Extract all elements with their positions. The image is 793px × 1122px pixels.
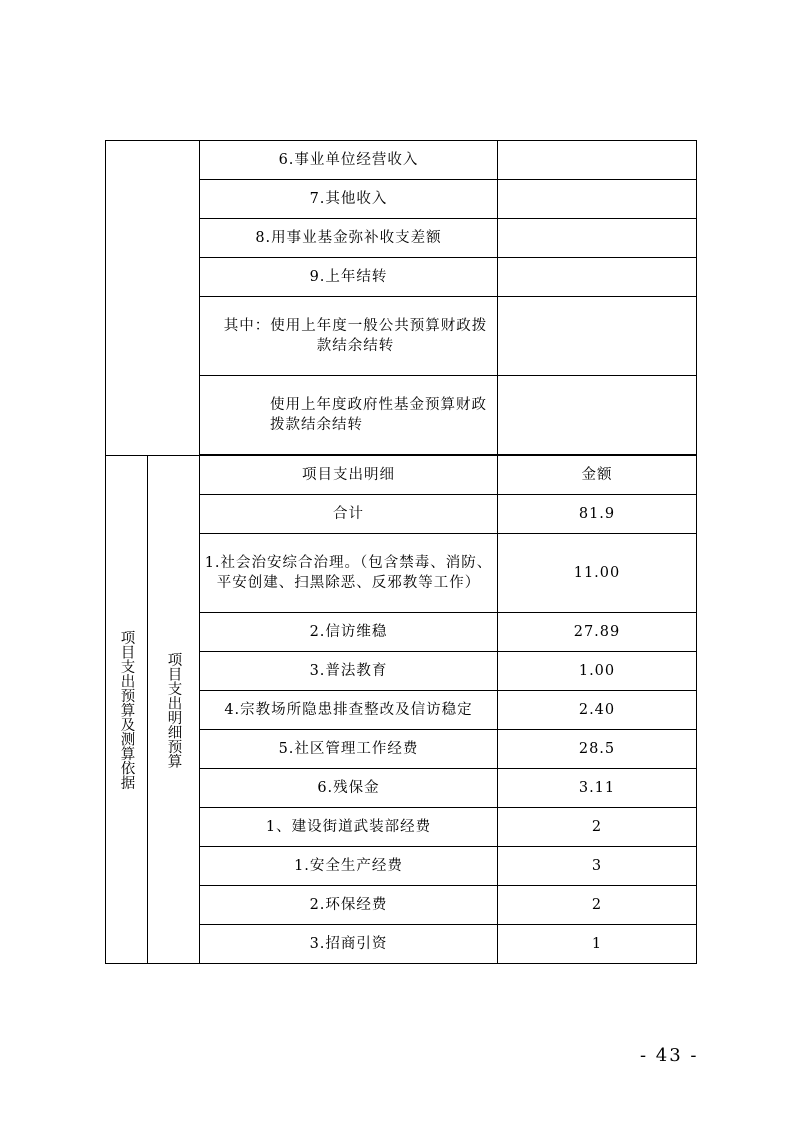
page-number: - 43 - xyxy=(640,1045,699,1066)
income-label: 6.事业单位经营收入 xyxy=(200,141,498,180)
expense-amount: 2 xyxy=(498,886,697,925)
expense-amount: 3 xyxy=(498,847,697,886)
expense-item: 5.社区管理工作经费 xyxy=(200,730,498,769)
expense-item: 3.普法教育 xyxy=(200,652,498,691)
expense-header-amount: 金额 xyxy=(498,456,697,495)
expense-item: 3.招商引资 xyxy=(200,925,498,964)
income-value xyxy=(498,376,697,455)
expense-amount: 1.00 xyxy=(498,652,697,691)
expense-outer-label: 项目支出预算及测算依据 xyxy=(118,629,135,790)
expense-item: 4.宗教场所隐患排查整改及信访稳定 xyxy=(200,691,498,730)
income-label: 其中：使用上年度一般公共预算财政拨款结余结转 xyxy=(200,297,498,376)
expense-item: 1.安全生产经费 xyxy=(200,847,498,886)
income-label: 8.用事业基金弥补收支差额 xyxy=(200,219,498,258)
expense-inner-label: 项目支出明细预算 xyxy=(165,651,182,768)
expense-amount: 28.5 xyxy=(498,730,697,769)
income-value xyxy=(498,297,697,376)
expense-item: 2.环保经费 xyxy=(200,886,498,925)
expense-amount: 11.00 xyxy=(498,534,697,613)
expense-amount: 3.11 xyxy=(498,769,697,808)
expense-amount: 2 xyxy=(498,808,697,847)
expense-item: 6.残保金 xyxy=(200,769,498,808)
expense-item: 1.社会治安综合治理。（包含禁毒、消防、平安创建、扫黑除恶、反邪教等工作） xyxy=(200,534,498,613)
income-value xyxy=(498,180,697,219)
expense-header-item: 项目支出明细 xyxy=(200,456,498,495)
expense-header-row xyxy=(106,456,697,495)
budget-table xyxy=(105,140,697,964)
expense-inner-label-cell xyxy=(148,456,200,964)
income-blank-label-cell xyxy=(106,141,200,456)
expense-amount: 1 xyxy=(498,925,697,964)
expense-amount: 81.9 xyxy=(498,495,697,534)
income-row xyxy=(106,141,697,180)
expense-item: 2.信访维稳 xyxy=(200,613,498,652)
expense-item: 1、建设街道武装部经费 xyxy=(200,808,498,847)
expense-amount: 27.89 xyxy=(498,613,697,652)
income-label: 使用上年度政府性基金预算财政拨款结余结转 xyxy=(200,376,498,455)
expense-outer-label-cell xyxy=(106,456,148,964)
income-label: 9.上年结转 xyxy=(200,258,498,297)
income-value xyxy=(498,141,697,180)
income-value xyxy=(498,258,697,297)
income-value xyxy=(498,219,697,258)
income-label: 7.其他收入 xyxy=(200,180,498,219)
expense-amount: 2.40 xyxy=(498,691,697,730)
expense-item: 合计 xyxy=(200,495,498,534)
